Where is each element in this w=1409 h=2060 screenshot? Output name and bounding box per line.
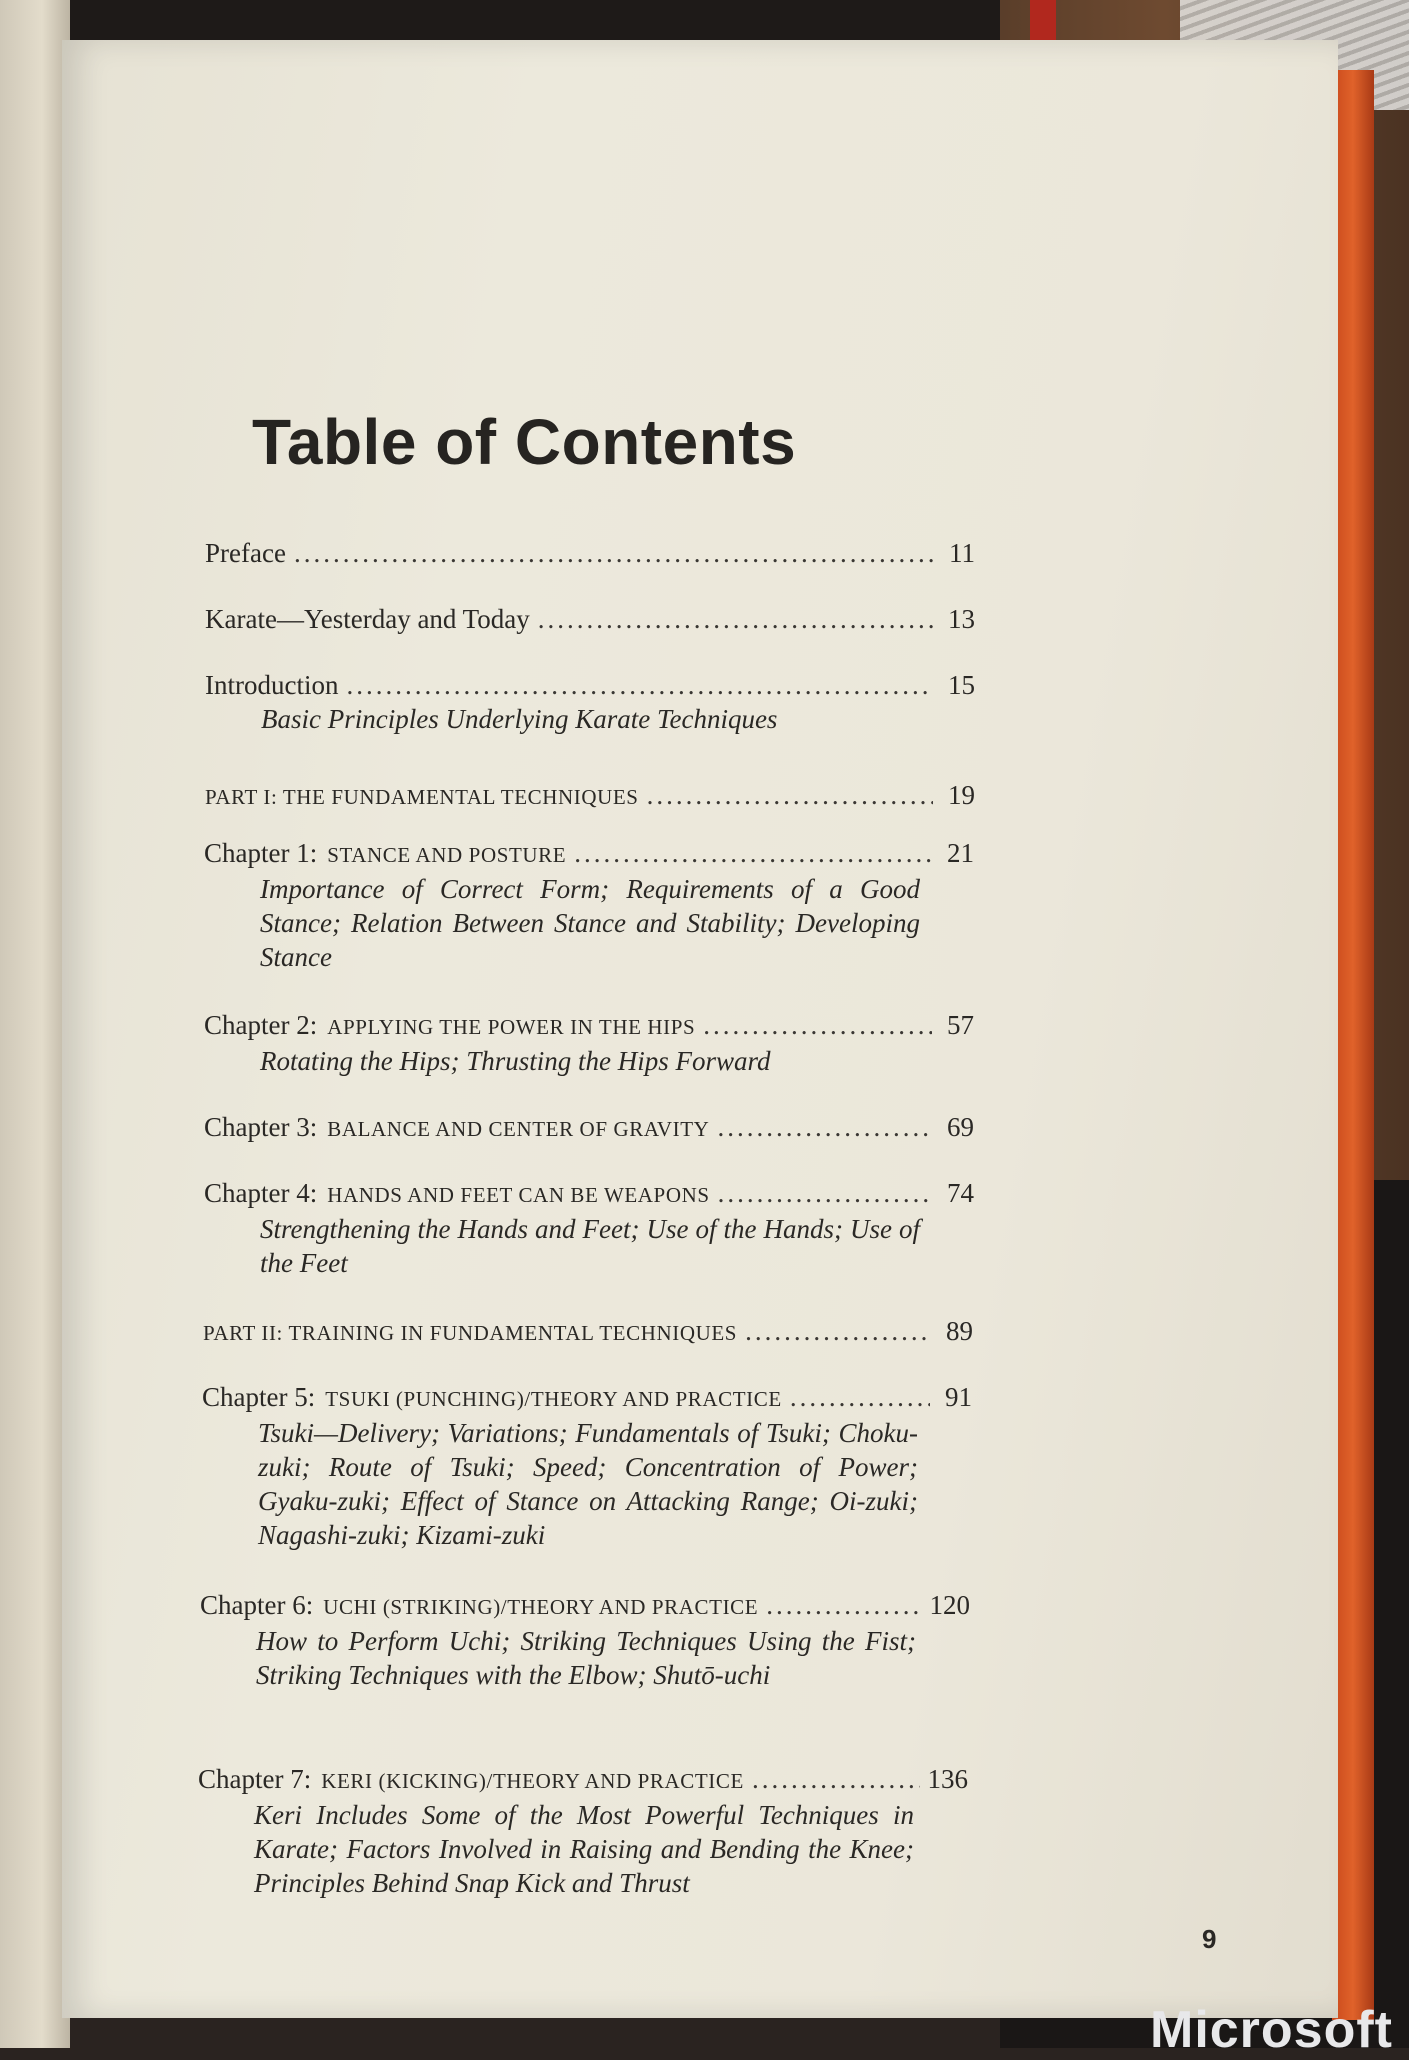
entry-page: 13 <box>948 604 975 634</box>
entry-page: 136 <box>927 1764 968 1794</box>
entry-label: KERI (KICKING)/THEORY AND PRACTICE <box>321 1769 744 1793</box>
leader-dots <box>766 1588 921 1622</box>
leader-dots <box>790 1380 930 1414</box>
entry-label: APPLYING THE POWER IN THE HIPS <box>327 1015 696 1039</box>
toc-entry-chapter-5 <box>202 1380 972 1552</box>
entry-label: BALANCE AND CENTER OF GRAVITY <box>327 1117 710 1141</box>
leader-dots <box>647 778 933 812</box>
chapter-prefix: Chapter 2: <box>204 1010 318 1040</box>
leader-dots <box>745 1314 931 1348</box>
leader-dots <box>717 1110 932 1144</box>
entry-label: STANCE AND POSTURE <box>327 843 567 867</box>
toc-entry-chapter-3 <box>204 1110 974 1146</box>
toc-entry-chapter-1 <box>204 836 974 974</box>
chapter-prefix: Chapter 5: <box>202 1382 316 1412</box>
entry-page: 19 <box>948 780 975 810</box>
entry-description: Basic Principles Underlying Karate Techniques <box>261 704 778 734</box>
entry-page: 74 <box>947 1178 974 1208</box>
page-number: 9 <box>1202 1924 1217 1954</box>
toc-entry-preface <box>205 536 975 570</box>
entry-label: UCHI (STRIKING)/THEORY AND PRACTICE <box>323 1595 759 1619</box>
entry-label: Karate—Yesterday and Today <box>205 604 530 634</box>
entry-description: Importance of Correct Form; Requirements of a Good Stance; Relation Between Stance and Stability; Developing Stance <box>260 874 920 972</box>
chapter-prefix: Chapter 3: <box>204 1112 318 1142</box>
entry-label: Preface <box>205 538 286 568</box>
entry-label: HANDS AND FEET CAN BE WEAPONS <box>327 1183 710 1207</box>
entry-page: 57 <box>947 1010 974 1040</box>
leader-dots <box>574 836 932 870</box>
entry-description: Keri Includes Some of the Most Powerful Techniques in Karate; Factors Involved in Raising and Bending the Knee; Principles Behind Snap Kick and Thrust <box>254 1800 914 1898</box>
leader-dots <box>752 1762 920 1796</box>
watermark-text: Microsoft <box>1150 2001 1393 2059</box>
entry-page: 89 <box>946 1316 973 1346</box>
page-title: Table of Contents <box>252 406 797 478</box>
entry-label: Introduction <box>205 670 339 700</box>
toc-entry-introduction <box>205 668 975 736</box>
chapter-prefix: Chapter 1: <box>204 838 318 868</box>
entry-page: 21 <box>947 838 974 868</box>
entry-label: TSUKI (PUNCHING)/THEORY AND PRACTICE <box>325 1387 782 1411</box>
entry-label: PART II: TRAINING IN FUNDAMENTAL TECHNIQUES <box>203 1321 738 1345</box>
leader-dots <box>718 1176 932 1210</box>
toc-entry-chapter-6 <box>200 1588 970 1692</box>
chapter-prefix: Chapter 7: <box>198 1764 312 1794</box>
leader-dots <box>538 602 933 636</box>
leader-dots <box>703 1008 932 1042</box>
entry-label: PART I: THE FUNDAMENTAL TECHNIQUES <box>205 785 639 809</box>
entry-page: 120 <box>929 1590 970 1620</box>
leader-dots <box>346 668 933 702</box>
entry-page: 91 <box>945 1382 972 1412</box>
chapter-prefix: Chapter 4: <box>204 1178 318 1208</box>
entry-description: Strengthening the Hands and Feet; Use of the Hands; Use of the Feet <box>260 1214 920 1278</box>
entry-description: Tsuki—Delivery; Variations; Fundamentals of Tsuki; Choku-zuki; Route of Tsuki; Speed; Concentration of Power; Gyaku-zuki; Effect of Stance on Attacking Range; Oi-zuki; Nagashi-zuki; Kizami-zuki <box>258 1418 918 1550</box>
entry-description: How to Perform Uchi; Striking Techniques Using the Fist; Striking Techniques with the Elbow; Shutō-uchi <box>256 1626 916 1690</box>
toc-entry-chapter-4 <box>204 1176 974 1280</box>
toc-entry-part-2 <box>203 1314 973 1350</box>
entry-description: Rotating the Hips; Thrusting the Hips Forward <box>260 1046 771 1076</box>
toc-entry-karate <box>205 602 975 636</box>
entry-page: 69 <box>947 1112 974 1142</box>
toc-entry-part-1 <box>205 778 975 814</box>
entry-page: 15 <box>948 670 975 700</box>
toc-entry-chapter-2 <box>204 1008 974 1078</box>
entry-page: 11 <box>949 538 975 568</box>
leader-dots <box>294 536 933 570</box>
toc-entry-chapter-7 <box>198 1762 968 1900</box>
chapter-prefix: Chapter 6: <box>200 1590 314 1620</box>
